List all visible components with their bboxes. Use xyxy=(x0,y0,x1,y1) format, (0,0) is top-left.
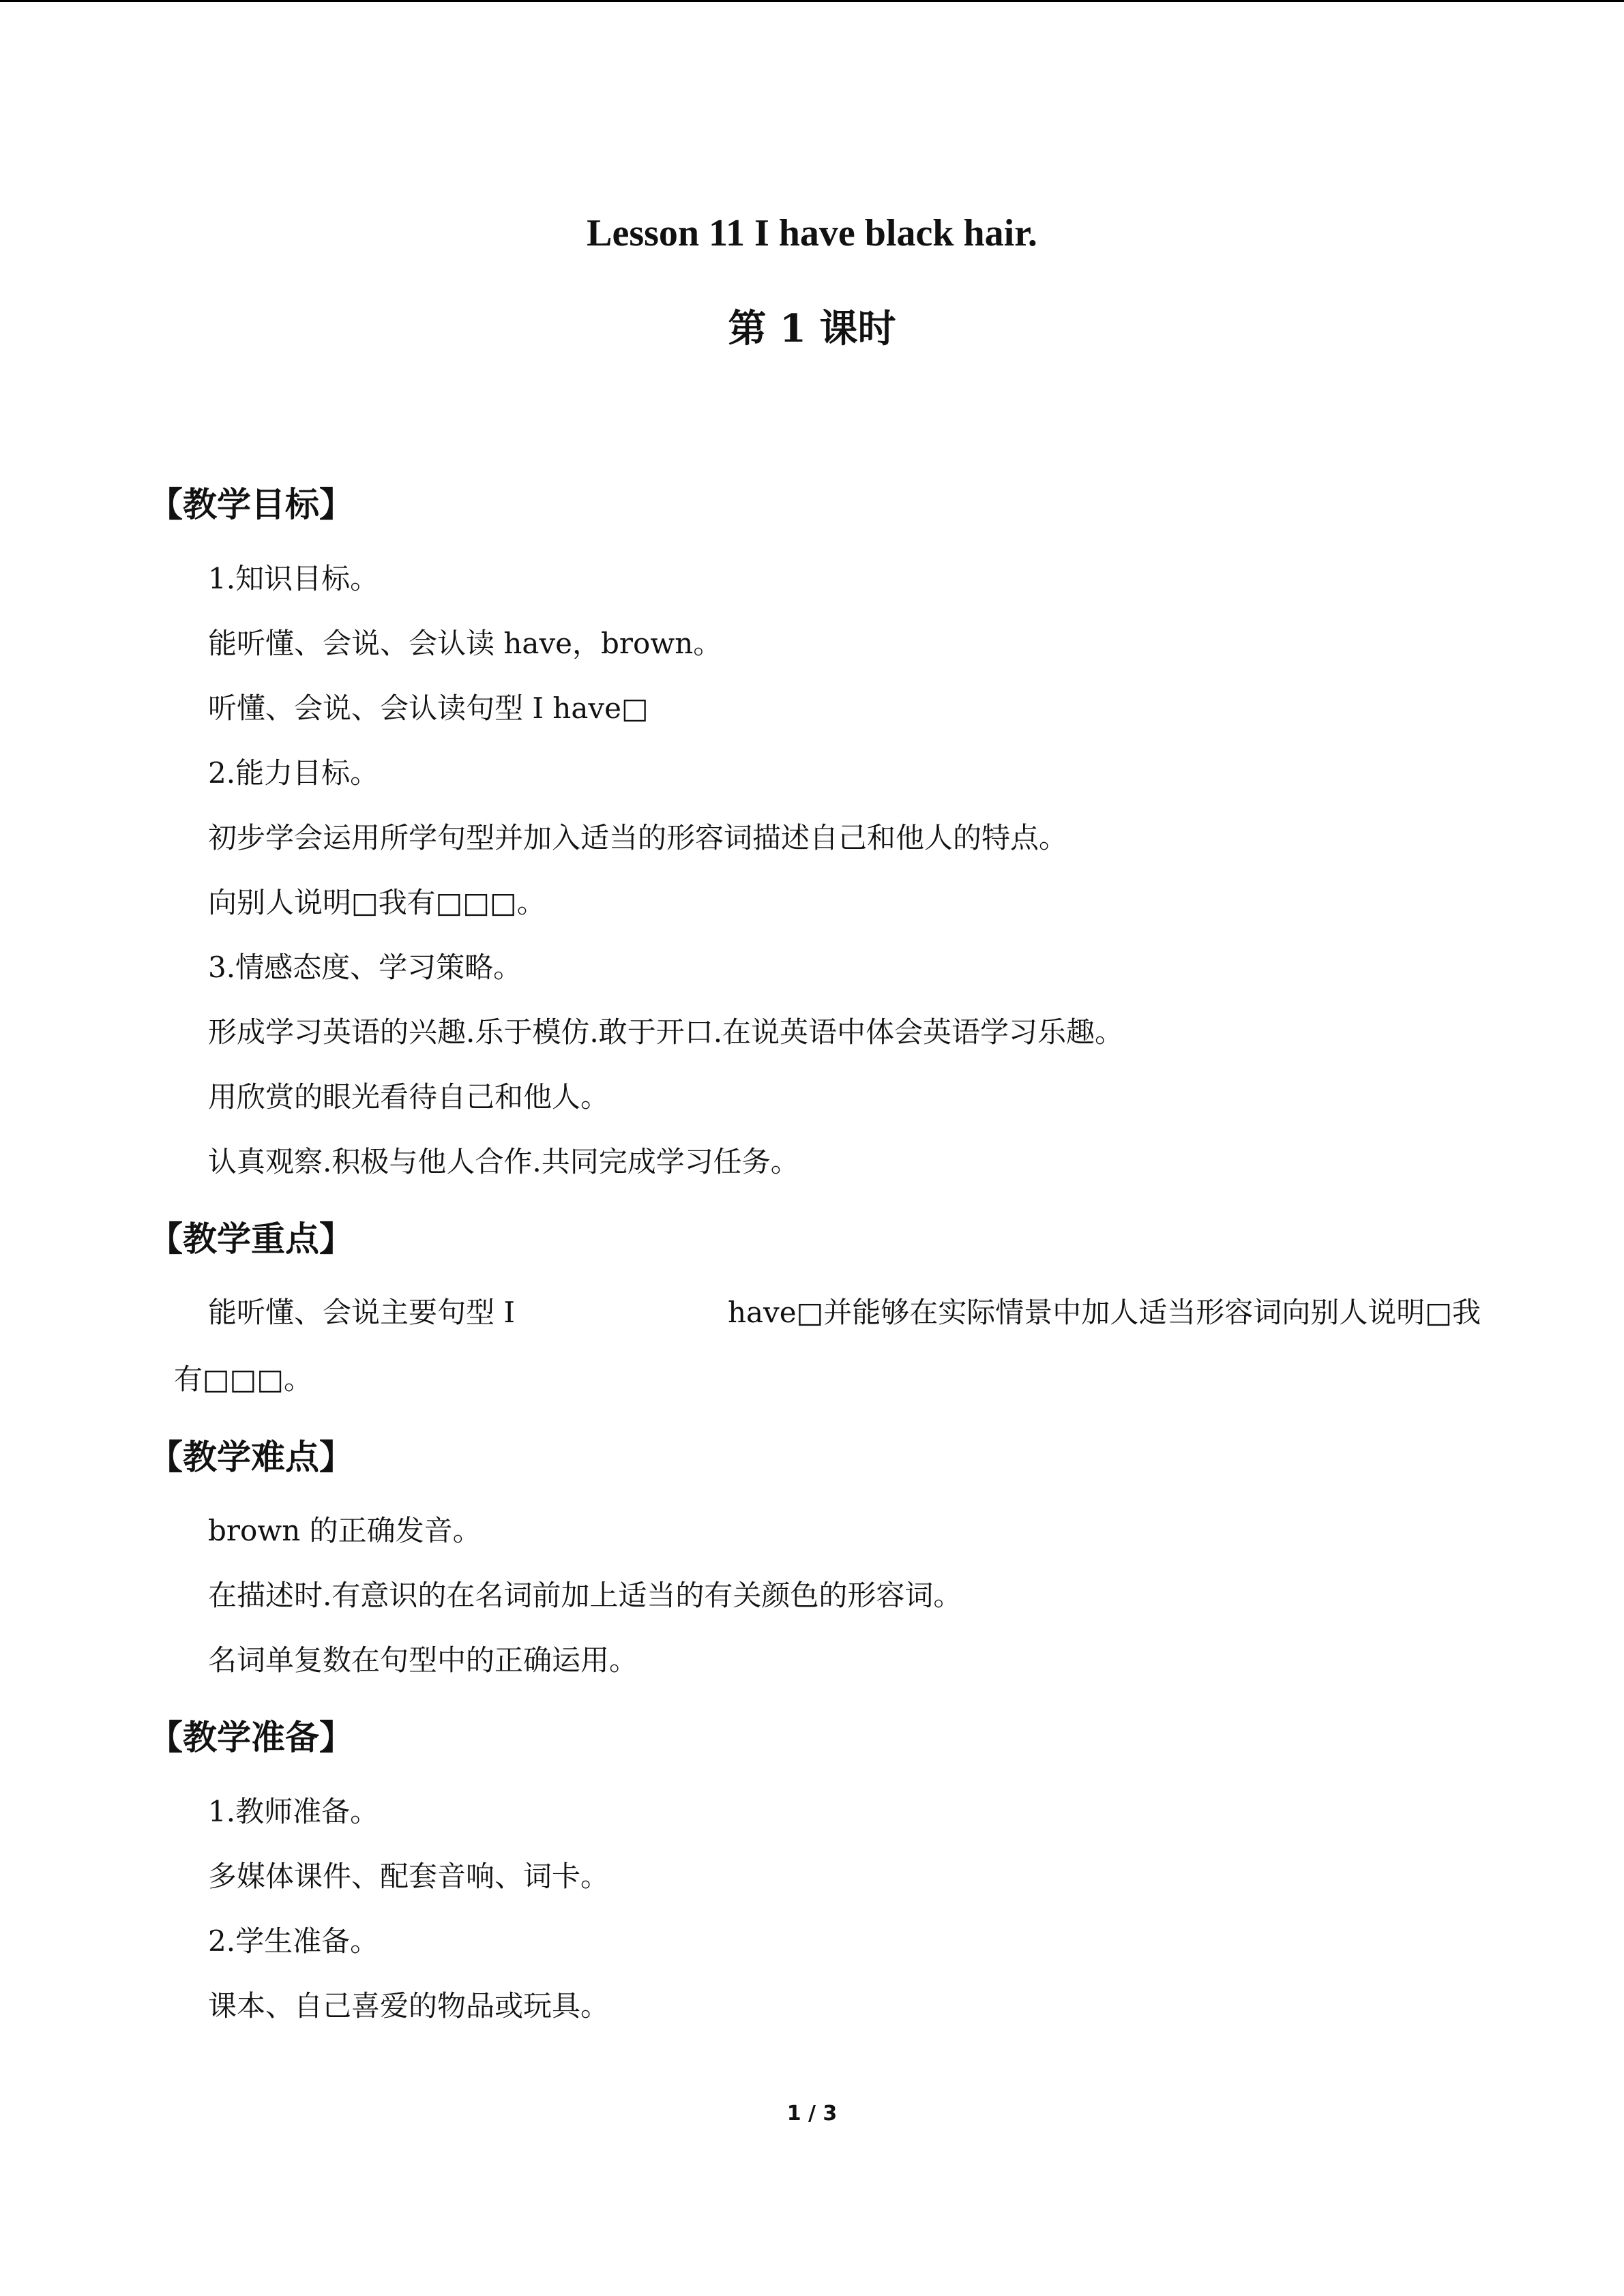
preparation-line: 2.学生准备。 xyxy=(208,1924,379,1958)
section-heading-key-points: 【教学重点】 xyxy=(149,1219,353,1259)
section-heading-difficulties: 【教学难点】 xyxy=(149,1437,353,1477)
objective-line: 2.能力目标。 xyxy=(208,756,379,790)
objective-line: 向别人说明□我有□□□。 xyxy=(208,886,546,919)
objective-line: 3.情感态度、学习策略。 xyxy=(208,951,522,984)
difficulty-line: 名词单复数在句型中的正确运用。 xyxy=(208,1643,638,1677)
key-points-text-part2: have□并能够在实际情景中加人适当形容词向别人说明□我 xyxy=(727,1296,1481,1329)
objective-line: 能听懂、会说、会认读 have，brown。 xyxy=(208,627,722,660)
key-points-text-part1: 能听懂、会说主要句型 I xyxy=(208,1296,515,1329)
preparation-line: 多媒体课件、配套音响、词卡。 xyxy=(208,1860,610,1893)
preparation-line: 1.教师准备。 xyxy=(208,1795,379,1828)
lesson-subtitle: 第 1 课时 xyxy=(728,306,896,351)
lesson-title: Lesson 11 I have black hair. xyxy=(587,212,1037,254)
objective-line: 听懂、会说、会认读句型 I have□ xyxy=(208,691,649,725)
section-heading-preparation: 【教学准备】 xyxy=(149,1717,353,1757)
difficulty-line: 在描述时.有意识的在名词前加上适当的有关颜色的形容词。 xyxy=(208,1579,962,1612)
difficulty-line: brown 的正确发音。 xyxy=(208,1514,482,1547)
top-border xyxy=(0,0,1624,2)
objective-line: 形成学习英语的兴趣.乐于模仿.敢于开口.在说英语中体会英语学习乐趣。 xyxy=(208,1015,1124,1049)
preparation-line: 课本、自己喜爱的物品或玩具。 xyxy=(208,1989,610,2023)
section-heading-objectives: 【教学目标】 xyxy=(149,484,353,524)
objective-line: 初步学会运用所学句型并加入适当的形容词描述自己和他人的特点。 xyxy=(208,821,1068,854)
objective-line: 用欣赏的眼光看待自己和他人。 xyxy=(208,1080,610,1114)
objective-line: 认真观察.积极与他人合作.共同完成学习任务。 xyxy=(208,1145,799,1178)
page-number: 1 / 3 xyxy=(786,2102,838,2126)
key-points-paragraph xyxy=(208,1290,1481,1331)
objective-line: 1.知识目标。 xyxy=(208,562,379,595)
key-points-continuation: 有□□□。 xyxy=(174,1362,313,1396)
